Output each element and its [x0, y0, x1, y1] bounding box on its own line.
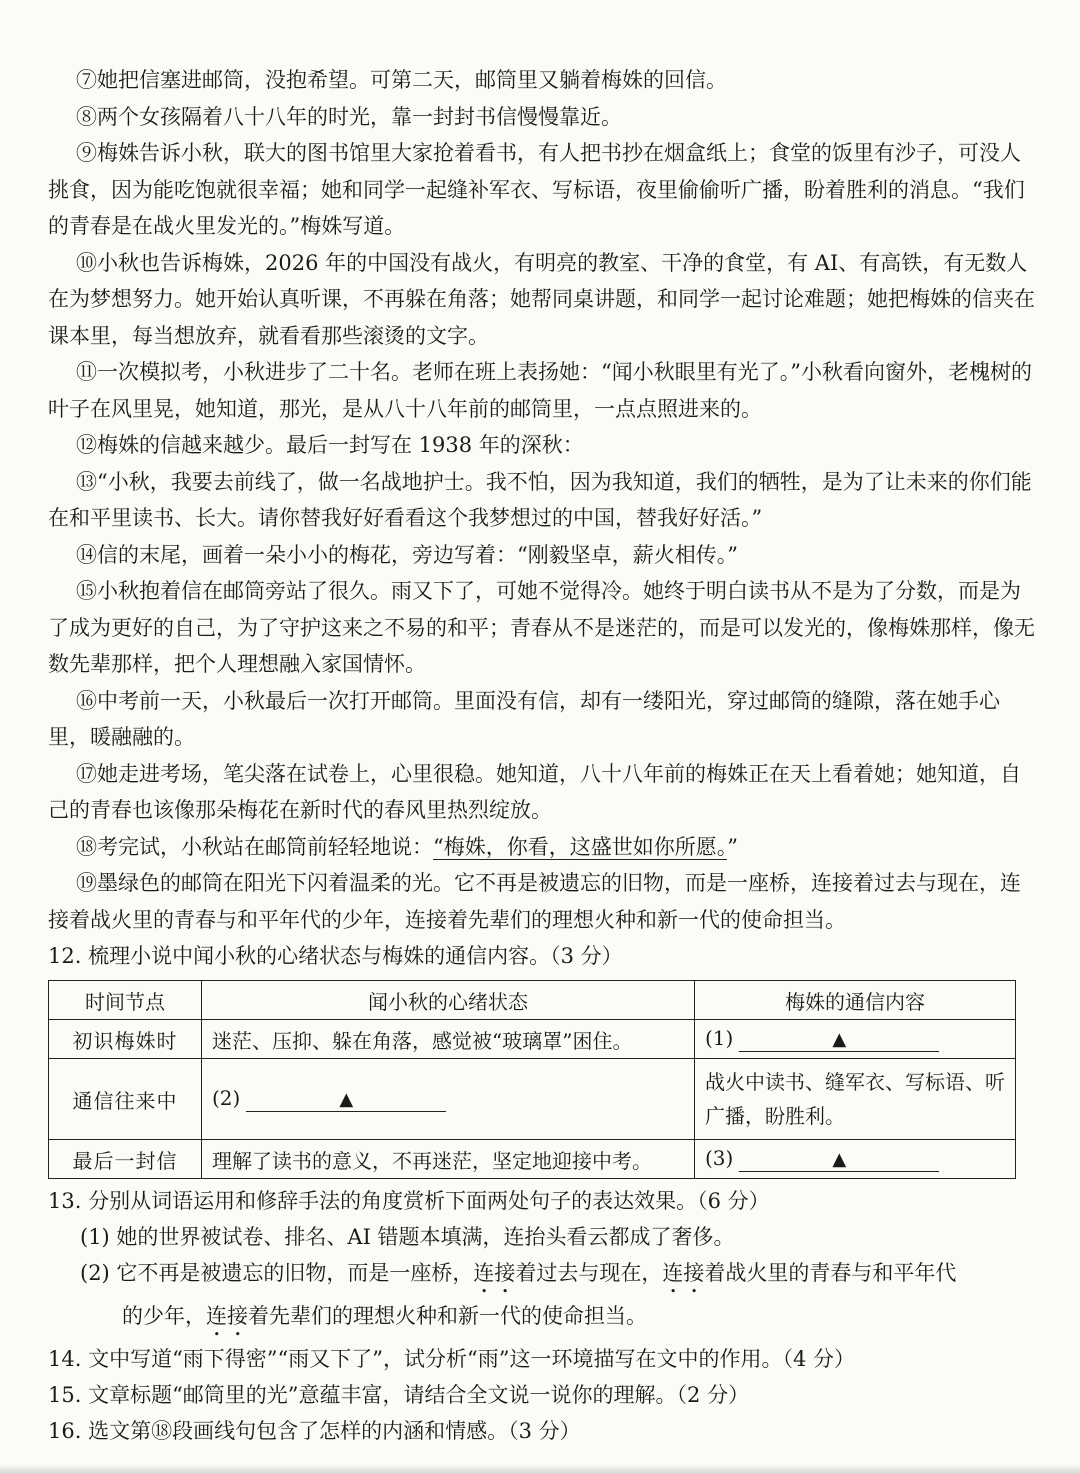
table-row [49, 1020, 1016, 1059]
paragraph-9: ⑨梅姝告诉小秋，联大的图书馆里大家抢着看书，有人把书抄在烟盒纸上；食堂的饭里有沙子，可没人挑食，因为能吃饱就很幸福；她和同学一起缝补军衣、写标语，夜里偷偷听广播，盼着胜利的消息。“我们的青春是在战火里发光的。”梅姝写道。 [48, 141, 1025, 238]
table-row [49, 1140, 1016, 1179]
sentence-2-continuation [80, 1298, 1040, 1341]
mood-cell [202, 1059, 695, 1140]
paragraph-16: ⑯中考前一天，小秋最后一次打开邮筒。里面没有信，却有一缕阳光，穿过邮筒的缝隙，落在她手心里，暖融融的。 [48, 688, 1000, 749]
sentence-2-part: 着先辈们的理想火种和新一代的使命担当。 [248, 1304, 647, 1328]
question-13-sentence-2 [48, 1255, 1040, 1341]
question-13-sentence-1: (1) 她的世界被试卷、排名、AI 错题本填满，连抬头看云都成了奢侈。 [80, 1225, 735, 1249]
blank-number: (3) [705, 1146, 734, 1170]
reading-passage [48, 62, 1040, 938]
paragraph-7: ⑦她把信塞进邮筒，没抱希望。可第二天，邮筒里又躺着梅姝的回信。 [76, 68, 727, 92]
paragraph-18-lead: ⑱考完试，小秋站在邮筒前轻轻地说： [76, 834, 433, 859]
answer-blank-3[interactable] [739, 1147, 939, 1172]
paragraph-10: ⑩小秋也告诉梅姝，2026 年的中国没有战火，有明亮的教室、干净的食堂，有 AI、有高铁，有无数人在为梦想努力。她开始认真听课，不再躲在角落；她帮同桌讲题，和同学一起讨论难题；她把梅姝的信夹在课本里，每当想放弃，就看看那些滚烫的文字。 [48, 250, 1035, 348]
paragraph-19: ⑲墨绿色的邮筒在阳光下闪着温柔的光。它不再是被遗忘的旧物，而是一座桥，连接着过去与现在，连接着战火里的青春与和平年代的少年，连接着先辈们的理想火种和新一代的使命担当。 [48, 871, 1021, 932]
letter-cell: 战火中读书、缝军衣、写标语、听广播，盼胜利。 [695, 1059, 1016, 1140]
sentence-2-part: 着过去与现在， [515, 1261, 663, 1285]
paragraph-11: ⑪一次模拟考，小秋进步了二十名。老师在班上表扬她：“闻小秋眼里有光了。”小秋看向窗外，老槐树的叶子在风里晃，她知道，那光，是从八十八年前的邮筒里，一点点照进来的。 [48, 360, 1032, 421]
triangle-mark: ▲ [339, 1089, 354, 1110]
page-edge-shadow [0, 1464, 1080, 1474]
question-12: 12. 梳理小说中闻小秋的心绪状态与梅姝的通信内容。（3 分） [48, 944, 623, 968]
letter-cell [695, 1140, 1016, 1179]
triangle-mark: ▲ [832, 1149, 847, 1170]
time-cell: 初识梅姝时 [49, 1020, 202, 1059]
question-15: 15. 文章标题“邮筒里的光”意蕴丰富，请结合全文说一说你的理解。（2 分） [48, 1383, 750, 1407]
header-time: 时间节点 [49, 981, 202, 1020]
mood-cell: 理解了读书的意义，不再迷茫，坚定地迎接中考。 [202, 1140, 695, 1179]
table-header-row [49, 981, 1016, 1020]
sentence-2-part: (2) 它不再是被遗忘的旧物，而是一座桥， [80, 1261, 474, 1285]
paragraph-18-close: ” [727, 834, 738, 859]
paragraph-18 [48, 829, 1040, 866]
header-mood: 闻小秋的心绪状态 [202, 981, 695, 1020]
paragraph-14: ⑭信的末尾，画着一朵小小的梅花，旁边写着：“刚毅坚卓，薪火相传。” [76, 542, 738, 567]
mood-cell: 迷茫、压抑、躲在角落，感觉被“玻璃罩”困住。 [202, 1020, 695, 1059]
paragraph-12: ⑫梅姝的信越来越少。最后一封写在 1938 年的深秋： [76, 433, 584, 457]
emphasized-word: 连接 [473, 1261, 516, 1285]
sentence-2-part: 着战火里的青春与和平年代 [704, 1261, 957, 1285]
blank-number: (2) [212, 1086, 241, 1110]
answer-blank-1[interactable] [739, 1027, 939, 1052]
letter-cell [695, 1020, 1016, 1059]
blank-number: (1) [705, 1026, 734, 1050]
header-letter: 梅姝的通信内容 [695, 981, 1016, 1020]
question-13: 13. 分别从词语运用和修辞手法的角度赏析下面两处句子的表达效果。（6 分） [48, 1189, 770, 1213]
paragraph-8: ⑧两个女孩隔着八十八年的时光，靠一封封书信慢慢靠近。 [76, 104, 622, 129]
paragraph-15: ⑮小秋抱着信在邮筒旁站了很久。雨又下了，可她不觉得冷。她终于明白读书从不是为了分数，而是为了成为更好的自己，为了守护这来之不易的和平；青春从不是迷茫的，而是可以发光的，像梅姝那样，像无数先辈那样，把个人理想融入家国情怀。 [48, 579, 1035, 676]
triangle-mark: ▲ [832, 1029, 847, 1050]
table-row [49, 1059, 1016, 1140]
time-cell: 最后一封信 [49, 1140, 202, 1179]
sentence-2-part: 的少年， [122, 1304, 206, 1328]
question-14: 14. 文中写道“雨下得密”“雨又下了”，试分析“雨”这一环境描写在文中的作用。（4 分） [48, 1347, 856, 1371]
time-cell: 通信往来中 [49, 1059, 202, 1140]
summary-table [48, 980, 1016, 1179]
answer-blank-2[interactable] [246, 1087, 446, 1112]
emphasized-word: 连接 [662, 1261, 705, 1285]
paragraph-17: ⑰她走进考场，笔尖落在试卷上，心里很稳。她知道，八十八年前的梅姝正在天上看着她；她知道，自己的青春也该像那朵梅花在新时代的春风里热烈绽放。 [48, 761, 1021, 822]
underlined-sentence: “梅姝，你看，这盛世如你所愿。 [433, 834, 728, 859]
paragraph-13: ⑬“小秋，我要去前线了，做一名战地护士。我不怕，因为我知道，我们的牺牲，是为了让未来的你们能在和平里读书、长大。请你替我好好看看这个我梦想过的中国，替我好好活。” [48, 469, 1032, 530]
emphasized-word: 连接 [206, 1304, 248, 1328]
question-16: 16. 选文第⑱段画线句包含了怎样的内涵和情感。（3 分） [48, 1419, 581, 1443]
